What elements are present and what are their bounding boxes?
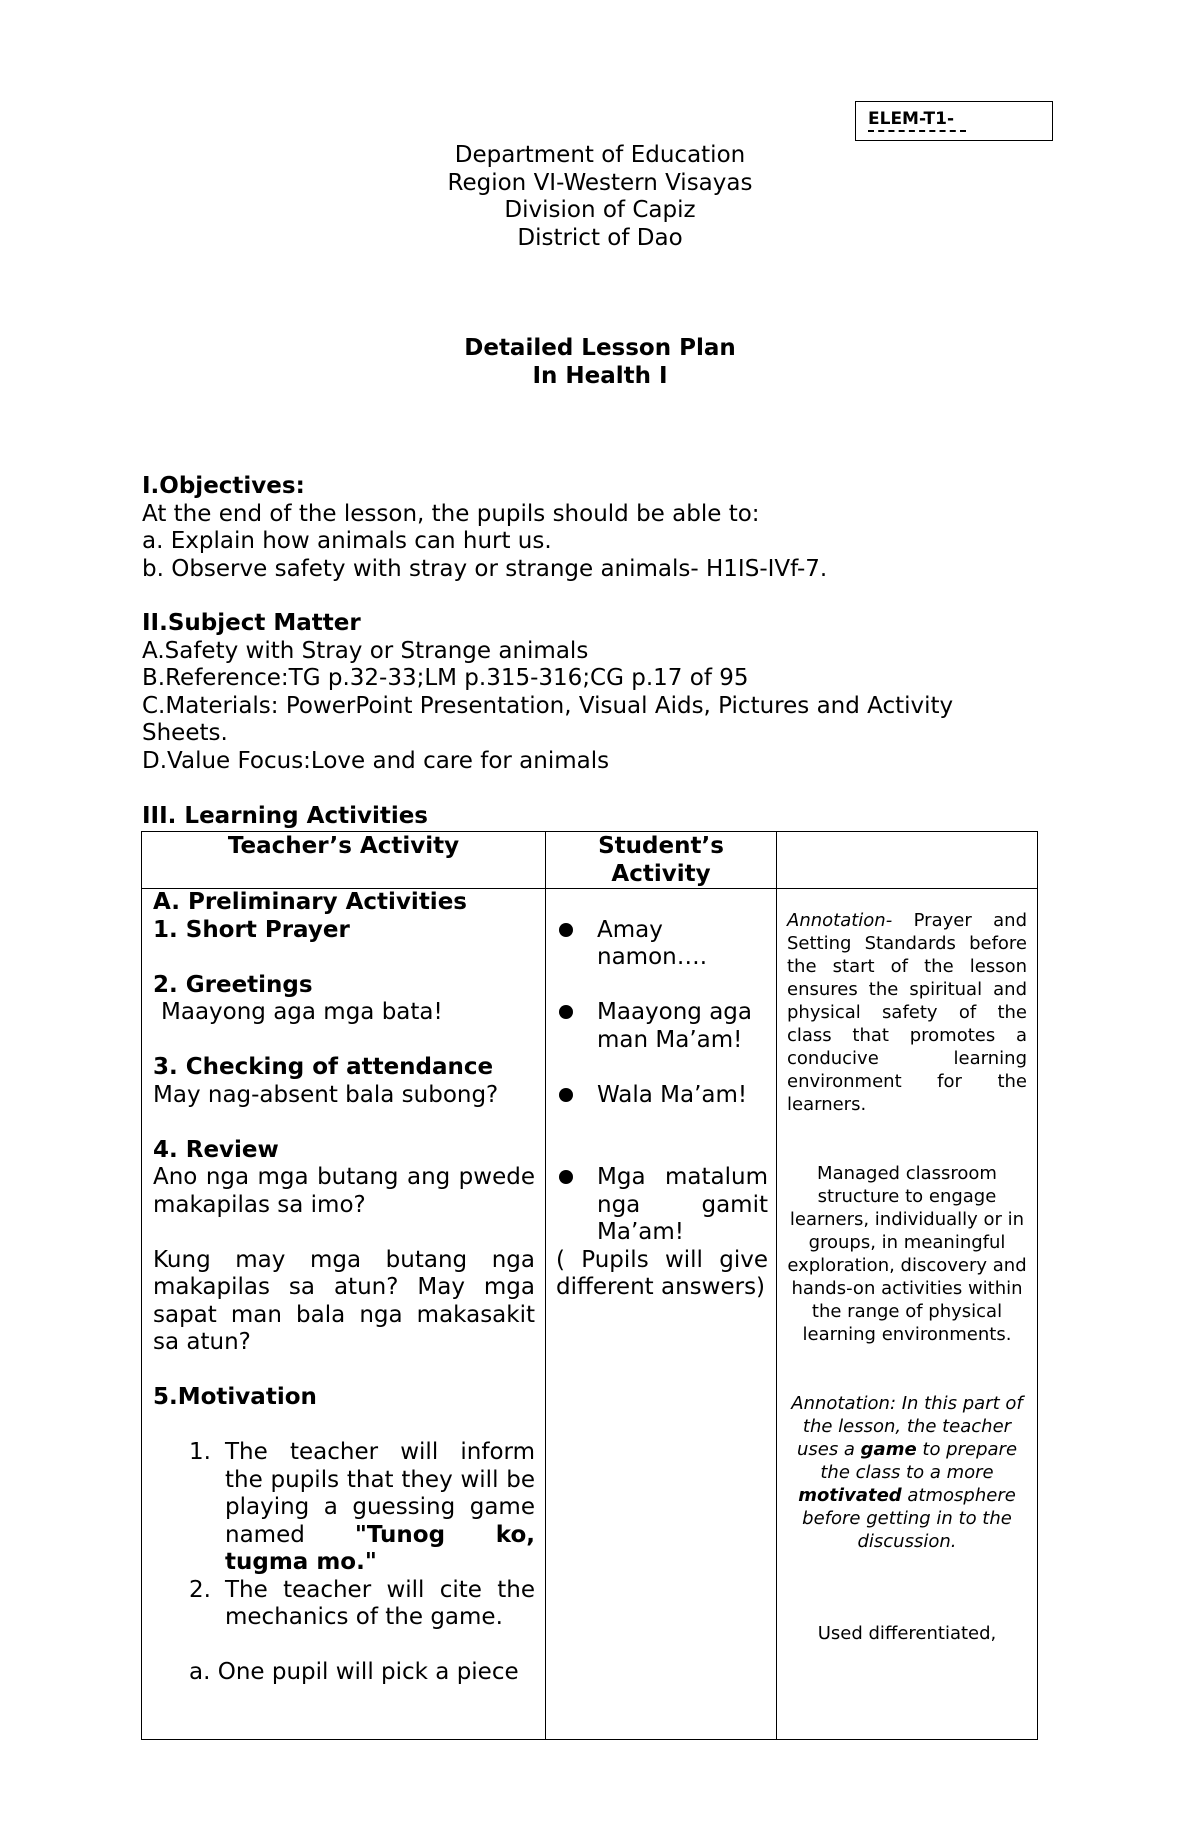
objective-item: a. Explain how animals can hurt us. xyxy=(142,528,552,554)
student-response xyxy=(556,999,768,1054)
learning-activities-heading: III. Learning Activities xyxy=(142,803,428,829)
objectives-intro: At the end of the lesson, the pupils should be able to: xyxy=(142,500,760,527)
motivation-item-text: The teacher will cite the mechanics of the game. xyxy=(225,1576,535,1630)
student-response-text: Amay namon…. xyxy=(597,916,708,970)
document-title xyxy=(0,335,1200,390)
student-response-text: Mga matalum nga gamit Ma’am! xyxy=(597,1164,768,1245)
subject-item: B.Reference:TG p.32-33;LM p.315-316;CG p.17 of 95 xyxy=(142,665,749,691)
table-header-row xyxy=(142,832,1038,889)
student-response xyxy=(556,917,768,972)
header-teacher-activity: Teacher’s Activity xyxy=(142,832,546,889)
motivation-heading: 5.Motivation xyxy=(153,1384,317,1410)
motivation-item-text: The teacher will inform the pupils that they will be playing a guessing game named xyxy=(225,1439,535,1548)
attendance-heading: 3. Checking of attendance xyxy=(153,1054,494,1080)
motivation-item-number: 1. xyxy=(189,1439,211,1465)
annotation-classroom-structure: Managed classroom structure to engage learners, individually or in groups, in meaningful exploration, discovery and hands-on activities within the range of physical learning environments. xyxy=(787,1163,1027,1345)
bullet-icon xyxy=(559,1005,573,1019)
greetings-heading: 2. Greetings xyxy=(153,971,313,998)
header-line-district: District of Dao xyxy=(517,224,683,251)
review-question-2: Kung may mga butang nga makapilas sa atun? May mga sapat man bala nga makasakit sa atun? xyxy=(153,1246,535,1355)
table-row xyxy=(142,889,1038,1740)
motivation-item-number: 2. xyxy=(189,1576,211,1603)
review-question-1: Ano nga mga butang ang pwede makapilas sa imo? xyxy=(153,1164,535,1218)
student-response-text: Maayong aga man Ma’am! xyxy=(597,999,752,1053)
subject-item: A.Safety with Stray or Strange animals xyxy=(142,637,589,664)
bullet-icon xyxy=(559,1170,573,1184)
bullet-icon xyxy=(559,923,573,937)
motivation-item xyxy=(153,1439,535,1577)
annotation-differentiated: Used differentiated, xyxy=(817,1623,997,1644)
annotation-label: Annotation- xyxy=(787,910,893,931)
document-code-box xyxy=(855,101,1053,141)
objectives-section xyxy=(142,473,1042,583)
game-name: "Tunog ko, tugma mo." xyxy=(225,1521,535,1575)
learning-activities-table xyxy=(141,831,1038,1740)
header-line-division: Division of Capiz xyxy=(504,197,696,223)
greetings-text: Maayong aga mga bata! xyxy=(161,999,443,1025)
student-note: ( Pupils will give different answers) xyxy=(556,1246,768,1300)
title-line-2: In Health I xyxy=(532,362,668,389)
document-code: ELEM-T1- xyxy=(868,109,955,129)
student-response-text: Wala Ma’am! xyxy=(597,1081,748,1108)
title-line-1: Detailed Lesson Plan xyxy=(464,335,736,361)
annotation-prayer xyxy=(787,909,1027,1116)
preliminary-heading: A. Preliminary Activities xyxy=(153,889,467,915)
student-activity-cell xyxy=(546,889,777,1740)
header-line-region: Region VI-Western Visayas xyxy=(447,169,753,196)
bullet-icon xyxy=(559,1088,573,1102)
annotation-motivation: Annotation: In this part of the lesson, the teacher uses a game to prepare the class to a more motivated atmosphere before getting in to the discussion. xyxy=(791,1393,1023,1552)
teacher-activity-cell xyxy=(142,889,546,1740)
emphasis-game: game xyxy=(860,1439,917,1460)
emphasis-motivated: motivated xyxy=(798,1485,902,1506)
annotation-text: Prayer and Setting Standards before the start of the lesson ensures the spiritual and physical safety of the class that promotes a conducive learning environment for the learners. xyxy=(787,910,1027,1115)
objective-item: b. Observe safety with stray or strange animals- H1IS-IVf-7. xyxy=(142,555,828,582)
review-heading: 4. Review xyxy=(153,1136,279,1163)
objectives-heading: I.Objectives: xyxy=(142,473,305,499)
motivation-item xyxy=(153,1577,535,1632)
attendance-text: May nag-absent bala subong? xyxy=(153,1081,499,1108)
header-student-activity: Student’s Activity xyxy=(546,832,777,889)
annotation-cell xyxy=(777,889,1038,1740)
subject-matter-section xyxy=(142,610,1042,775)
subject-item: C.Materials: PowerPoint Presentation, Visual Aids, Pictures and Activity Sheets. xyxy=(142,692,954,746)
short-prayer-heading: 1. Short Prayer xyxy=(153,916,350,943)
student-response xyxy=(556,1164,768,1247)
header-annotation xyxy=(777,832,1038,889)
header-line-department: Department of Education xyxy=(454,142,746,168)
code-dashes xyxy=(868,130,966,132)
agency-header xyxy=(0,142,1200,252)
mechanic-item: a. One pupil will pick a piece xyxy=(189,1659,519,1685)
student-response xyxy=(556,1082,768,1110)
subject-item: D.Value Focus:Love and care for animals xyxy=(142,747,610,774)
subject-matter-heading: II.Subject Matter xyxy=(142,610,361,636)
